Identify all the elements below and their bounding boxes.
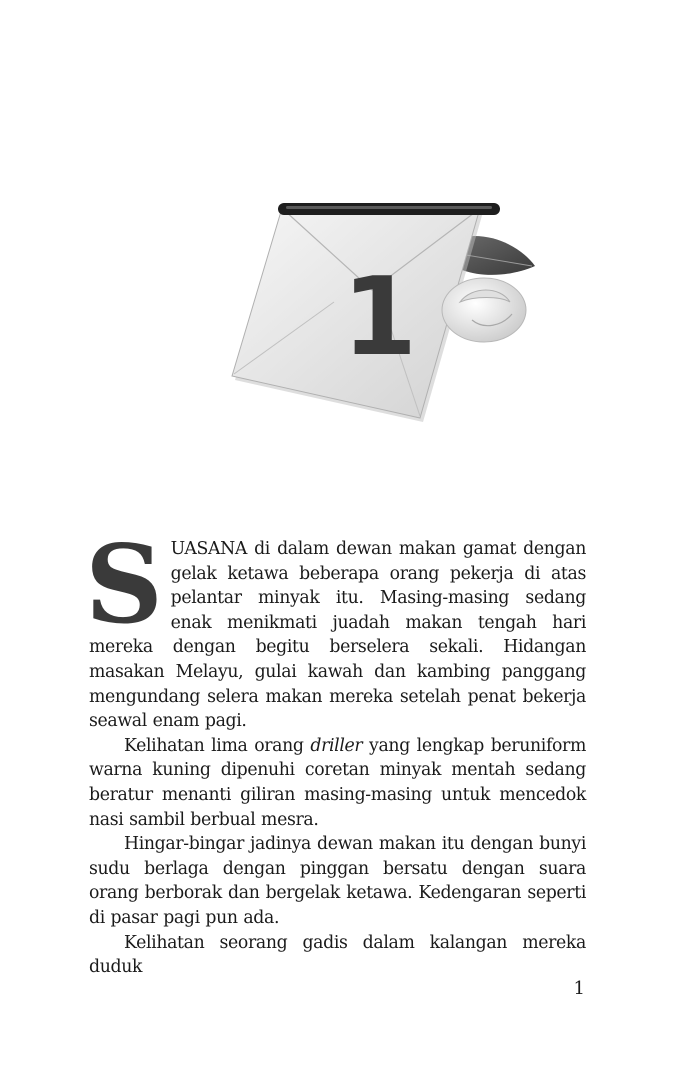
paragraph-text: UASANA di dalam dewan makan gamat dengan gelak ketawa beberapa orang pekerja di atas pelantar minyak itu. Masing-masing sedang enak menikmati juadah makan tengah hari mereka dengan begitu berselera sekali. Hidangan masakan Melayu, gulai kawah dan kambing panggang mengundang selera makan mereka setelah penat bekerja seawal enam pagi. [89,539,586,732]
rose-icon [442,278,526,342]
chapter-ornament [222,198,542,430]
paragraph: Kelihatan seorang gadis dalam kalangan mereka duduk [89,932,586,978]
paragraph-text: Kelihatan lima orang [124,735,311,756]
paragraph [85,522,586,734]
page-number: 1 [573,978,585,999]
paragraph: Hingar-bingar jadinya dewan makan itu dengan bunyi sudu berlaga dengan pinggan bersatu dengan suara orang berborak dan bergelak ketawa. Kedengaran seperti di pasar pagi pun ada. [89,834,586,928]
paragraph-text: yang lengkap beruniform warna kuning dipenuhi coretan minyak mentah sedang beratur menanti giliran masing-masing untuk mencedok nasi sambil berbual mesra. [89,735,586,830]
envelope-rail-icon [278,203,500,215]
chapter-body [85,522,586,980]
italic-term: driller [310,735,363,756]
paragraph [89,734,586,832]
drop-cap: S [85,522,163,648]
chapter-number: 1 [342,255,418,380]
